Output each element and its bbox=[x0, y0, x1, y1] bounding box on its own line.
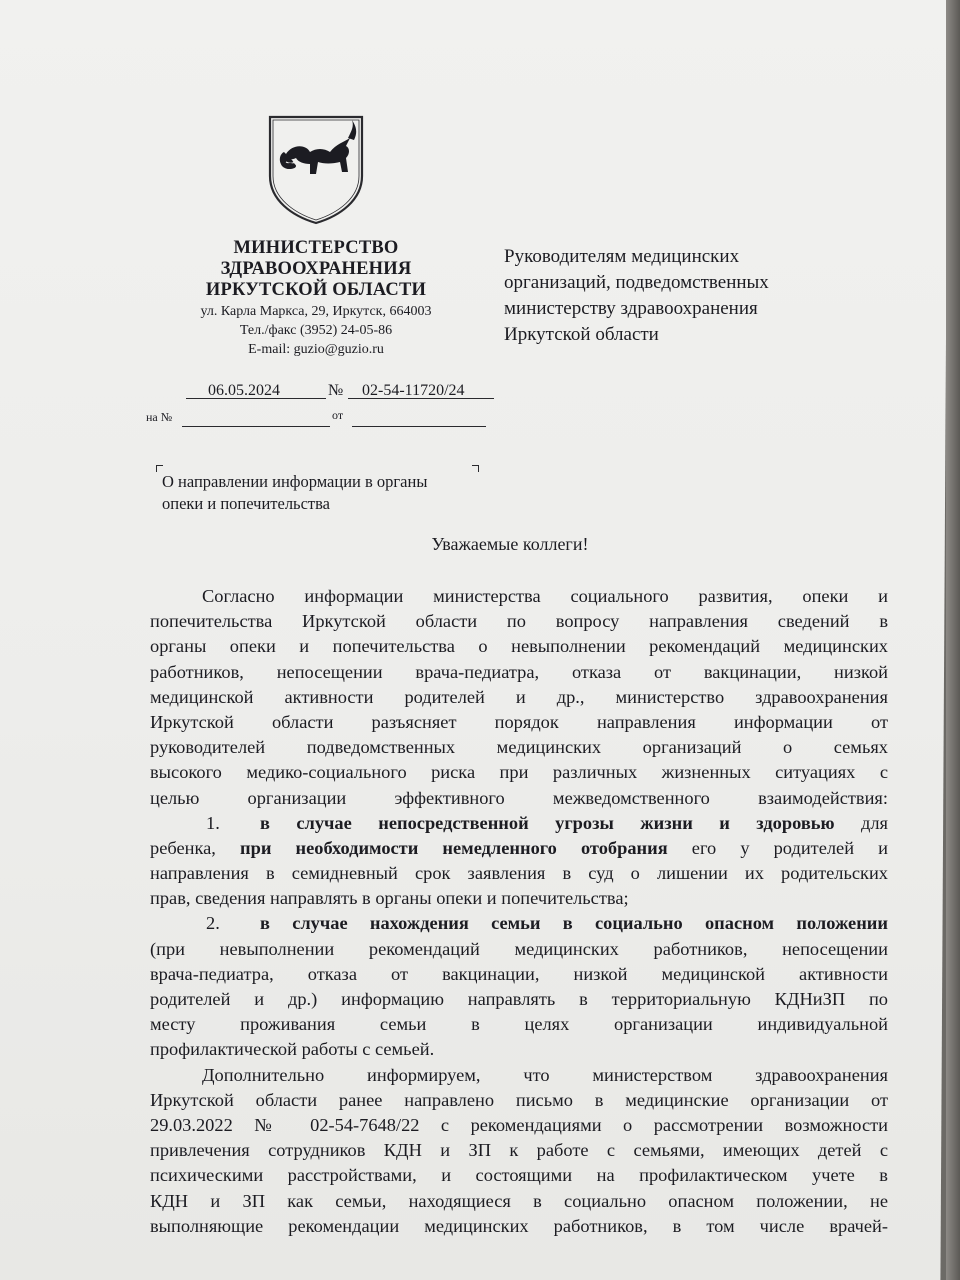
list-item-1-bold-b: при необходимости немедленного отобрания bbox=[240, 837, 668, 858]
list-item-1-number: 1. bbox=[206, 812, 220, 833]
ministry-line-1: МИНИСТЕРСТВО bbox=[233, 238, 399, 258]
recipient-line-1: Руководителям медицинских bbox=[504, 246, 740, 267]
ministry-name bbox=[160, 238, 472, 301]
ministry-phone: Тел./факс (3952) 24-05-86 bbox=[239, 323, 393, 338]
body-line: 29.03.2022 № 02-54-7648/22 с рекомендациями о рассмотрении возможности bbox=[150, 1114, 888, 1135]
body-line: медицинской активности родителей и др., министерство здравоохранения bbox=[150, 686, 888, 707]
ministry-address: ул. Карла Маркса, 29, Иркутск, 664003 bbox=[200, 304, 432, 319]
body-line: Дополнительно информируем, что министерством здравоохранения bbox=[202, 1064, 888, 1085]
list-item-2-line: врача-педиатра, отказа от вакцинации, низкой медицинской активности bbox=[150, 963, 888, 984]
list-item-2-line bbox=[150, 911, 888, 936]
list-item-1-text-b: ребенка, bbox=[150, 837, 216, 858]
list-item-2-line: месту проживания семьи в целях организации индивидуальной bbox=[150, 1014, 888, 1035]
body-line: Иркутской области ранее направлено письмо в медицинские организации от bbox=[150, 1089, 888, 1110]
ministry-line-3: ИРКУТСКОЙ ОБЛАСТИ bbox=[205, 280, 427, 300]
list-item-1-line bbox=[150, 836, 888, 861]
ref-date-label: от bbox=[332, 408, 344, 422]
letter-date: 06.05.2024 bbox=[208, 382, 280, 399]
list-item-1-line: направления в семидневный срок заявления в суд о лишении их родительских bbox=[150, 863, 888, 884]
body-line: Иркутской области разъясняет порядок направления информации от bbox=[150, 711, 888, 732]
list-item-1-line bbox=[150, 811, 888, 836]
letter-number: 02-54-11720/24 bbox=[362, 382, 465, 399]
subject-line-2: опеки и попечительства bbox=[162, 494, 331, 513]
subject-line-1: О направлении информации в органы bbox=[162, 472, 428, 491]
recipient-line-2: организаций, подведомственных bbox=[504, 272, 769, 293]
body-line: привлечения сотрудников КДН и ЗП к работе с семьями, имеющих детей с bbox=[150, 1140, 888, 1161]
ref-number-label: на № bbox=[146, 410, 173, 424]
list-item-1-bold-a: в случае непосредственной угрозы жизни и здоровью bbox=[260, 812, 835, 833]
recipient-line-4: Иркутской области bbox=[504, 324, 659, 345]
body-line: высокого медико-социального риска при различных жизненных ситуациях с bbox=[150, 762, 888, 783]
list-item-2-bold: в случае нахождения семьи в социально опасном положении bbox=[260, 913, 888, 934]
body-line: целью организации эффективного межведомственного взаимодействия: bbox=[150, 787, 888, 808]
ref-date-underline bbox=[352, 426, 486, 427]
number-sign: № bbox=[328, 382, 344, 399]
body-line: работников, непосещении врача-педиатра, отказа от вакцинации, низкой bbox=[150, 661, 888, 682]
subject-block bbox=[162, 471, 482, 515]
list-item-2-line: профилактической работы с семьей. bbox=[150, 1039, 435, 1060]
ministry-line-2: ЗДРАВООХРАНЕНИЯ bbox=[220, 259, 412, 279]
table-edge bbox=[946, 0, 960, 1280]
ministry-contacts bbox=[160, 302, 472, 359]
list-item-1-line: прав, сведения направлять в органы опеки и попечительства; bbox=[150, 888, 629, 909]
list-item-2-number: 2. bbox=[206, 913, 220, 934]
list-item-2-line: (при невыполнении рекомендаций медицинских работников, непосещении bbox=[150, 938, 888, 959]
list-item-1-text-a: для bbox=[860, 812, 888, 833]
list-item-2-line: родителей и др.) информацию направлять в территориальную КДНиЗП по bbox=[150, 989, 888, 1009]
body-line: попечительства Иркутской области по вопросу направления сведений в bbox=[150, 611, 888, 632]
ministry-email: E-mail: guzio@guzio.ru bbox=[248, 342, 384, 357]
ref-number-underline bbox=[182, 426, 330, 427]
list-item-1-text-c: его у родителей и bbox=[691, 837, 888, 858]
recipient-line-3: министерству здравоохранения bbox=[504, 298, 758, 319]
body-line: КДН и ЗП как семьи, находящиеся в социально опасном положении, не bbox=[150, 1190, 888, 1211]
body-line: органы опеки и попечительства о невыполнении рекомендаций медицинских bbox=[150, 636, 888, 657]
coat-of-arms-icon bbox=[266, 114, 366, 226]
body-line: руководителей подведомственных медицинских организаций о семьях bbox=[150, 737, 888, 758]
body-line: Согласно информации министерства социального развития, опеки и bbox=[202, 586, 888, 606]
letter-body bbox=[150, 584, 888, 1239]
recipient-block bbox=[504, 244, 844, 348]
body-line: психическими расстройствами, и состоящими на профилактическом учете в bbox=[150, 1165, 888, 1186]
body-line: выполняющие рекомендации медицинских работников, в том числе врачей- bbox=[150, 1215, 888, 1236]
salutation: Уважаемые коллеги! bbox=[431, 534, 589, 554]
